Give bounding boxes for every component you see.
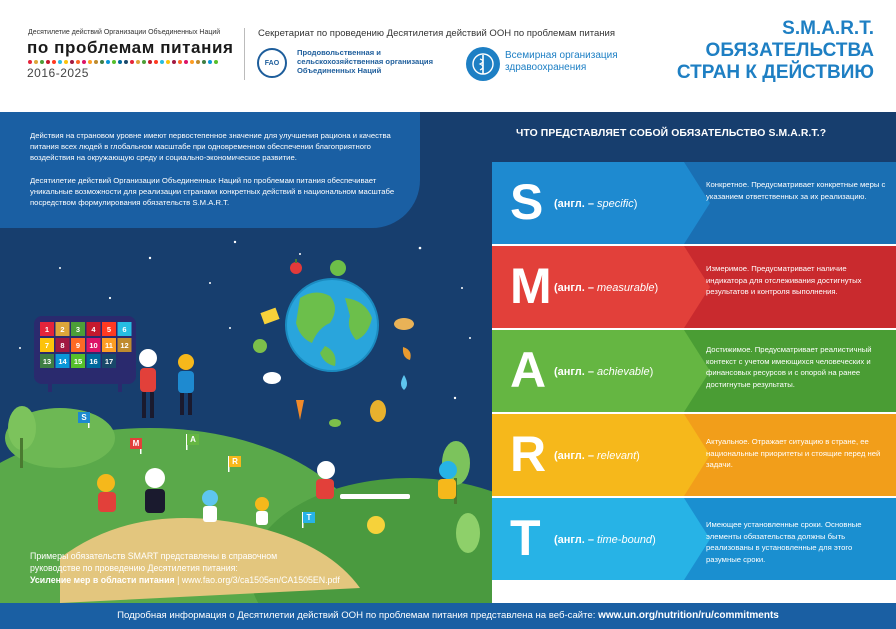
smart-heading: ЧТО ПРЕДСТАВЛЯЕТ СОБОЙ ОБЯЗАТЕЛЬСТВО S.M.A.R.T.? [516, 128, 827, 139]
examples-source [30, 574, 450, 586]
flag-r-label: R [232, 457, 238, 466]
smart-row-s [492, 162, 896, 244]
intro-paragraph-1: Действия на страновом уровне имеют первостепенное значение для улучшения рациона и качества питания всех людей в глобальном масштабе при одновременном обеспечении благоприятного воздействия на окружающую среду и социально-экономическое развитие. [30, 131, 391, 163]
examples-separator: | [177, 575, 180, 585]
sdg-dot [190, 60, 194, 64]
sdg-board-number: 8 [60, 341, 65, 350]
examples-source-title: Усиление мер в области питания [30, 575, 175, 585]
sdg-board-number: 16 [89, 357, 98, 366]
smart-letter: R [510, 426, 547, 482]
smart-english-suffix: ) [649, 366, 654, 378]
sdg-board-number: 9 [75, 341, 81, 350]
sdg-board-number: 10 [89, 341, 98, 350]
nutrition-scene-illustration [0, 228, 492, 603]
sdg-board-number: 5 [106, 325, 112, 334]
examples-link[interactable]: www.fao.org/3/ca1505en/CA1505EN.pdf [181, 575, 340, 585]
sdg-board-number: 13 [42, 357, 52, 366]
sdg-dot [52, 60, 56, 64]
sdg-dot [124, 60, 128, 64]
sdg-dot [184, 60, 188, 64]
smart-english-prefix: (англ. – [554, 282, 594, 294]
smart-english-word: relevant [597, 450, 637, 462]
examples-line-2: руководстве по проведению Десятилетия питания: [30, 563, 238, 573]
sdg-dot [46, 60, 50, 64]
smart-english-term [554, 450, 640, 462]
smart-row-t [492, 498, 896, 580]
sdg-dot [94, 60, 98, 64]
sdg-board-number: 7 [44, 341, 50, 350]
header-divider [244, 28, 245, 80]
sdg-dot [76, 60, 80, 64]
sdg-board-number: 2 [60, 325, 65, 334]
smart-english-prefix: (англ. – [554, 534, 594, 546]
sdg-board-number: 4 [91, 325, 96, 334]
sdg-dot [142, 60, 146, 64]
smart-english-suffix: ) [654, 282, 659, 294]
sdg-dot [214, 60, 218, 64]
flag-t-label: T [306, 513, 312, 522]
sdg-dot [100, 60, 104, 64]
smart-english-suffix: ) [652, 534, 656, 546]
sdg-board-number: 15 [73, 357, 83, 366]
smart-english-suffix: ) [636, 450, 640, 462]
smart-description: Имеющее установленные сроки. Основные элементы обязательства должны быть реализованы в установленные для этого разумные сроки. [706, 520, 862, 564]
who-emblem-icon [470, 51, 496, 77]
sdg-dot [148, 60, 152, 64]
sdg-dot [136, 60, 140, 64]
intro-text [30, 130, 400, 208]
illustration-panel [0, 112, 492, 603]
smart-description: Актуальное. Отражает ситуацию в стране, ее национальные приоритеты и стоящие перед ней задачи. [706, 437, 881, 470]
decade-top-text: Десятилетие действий Организации Объединенных Наций [28, 29, 221, 36]
sdg-dot [64, 60, 68, 64]
fao-logo [257, 48, 287, 78]
sdg-dot [130, 60, 134, 64]
footer [0, 603, 896, 629]
sdg-dot [112, 60, 116, 64]
sdg-dot [208, 60, 212, 64]
sdg-dot [202, 60, 206, 64]
smart-english-word: specific [597, 198, 634, 210]
sdg-board-number: 6 [122, 325, 127, 334]
examples-note [30, 550, 450, 586]
page-title [677, 18, 874, 84]
intro-paragraph-2: Десятилетие действий Организации Объединенных Наций по проблемам питания обеспечивает уникальные возможности для реализации странами конкретных действий в национальном масштабе посредством формулирования обязательств S.M.A.R.T. [30, 175, 395, 208]
smart-letter: A [510, 342, 547, 398]
examples-line-1: Примеры обязательств SMART представлены в справочном [30, 551, 278, 561]
decade-title: по проблемам питания [27, 38, 234, 57]
smart-english-word: measurable [597, 282, 655, 294]
title-line-1: S.M.A.R.T. [782, 18, 874, 39]
smart-english-term [554, 366, 653, 378]
flag-m-label: M [132, 439, 140, 448]
smart-row-m [492, 246, 896, 328]
sdg-board [34, 316, 136, 392]
header [0, 0, 896, 112]
smart-letter: T [510, 510, 541, 566]
smart-description: Измеримое. Предусматривает наличие индикатора для отслеживания достигнутых результатов и контроля выполнения. [706, 264, 862, 297]
smart-english-prefix: (англ. – [554, 450, 594, 462]
sdg-dot [160, 60, 164, 64]
sdg-board-number: 14 [58, 357, 67, 366]
sdg-board-number: 3 [75, 325, 81, 334]
smart-letter: S [510, 174, 544, 230]
sdg-board-number: 12 [120, 341, 129, 350]
smart-heading-bar [492, 112, 896, 162]
smart-row-r [492, 414, 896, 496]
sdg-dot [106, 60, 110, 64]
smart-row-arrow [684, 162, 896, 244]
title-line-3: СТРАН К ДЕЙСТВИЮ [676, 62, 874, 83]
sdg-dot [166, 60, 170, 64]
flag-s-label: S [81, 413, 87, 422]
fao-name: Продовольственная и сельскохозяйственная организация Объединенных Наций [297, 48, 434, 75]
sdg-board-number: 17 [104, 357, 114, 366]
sdg-color-dots [28, 60, 228, 65]
footer-link[interactable]: www.un.org/nutrition/ru/commitments [598, 610, 779, 621]
sdg-dot [178, 60, 182, 64]
secretariat-text: Секретариат по проведению Десятилетия действий ООН по проблемам питания [258, 28, 615, 39]
fao-logo-label: FAO [264, 59, 280, 67]
sdg-dot [118, 60, 122, 64]
sdg-dot [40, 60, 44, 64]
sdg-dot [70, 60, 74, 64]
who-name: Всемирная организация здравоохранения [505, 50, 618, 73]
sdg-dot [28, 60, 32, 64]
sdg-dot [82, 60, 86, 64]
flag-a-label: A [190, 435, 196, 444]
smart-english-term [554, 282, 658, 294]
sdg-board-number: 11 [105, 341, 113, 350]
sdg-dot [34, 60, 38, 64]
smart-row-a [492, 330, 896, 412]
sdg-dot [196, 60, 200, 64]
smart-english-term [554, 198, 637, 210]
sdg-board-number: 1 [44, 325, 50, 334]
smart-english-word: achievable [597, 366, 650, 378]
footer-text: Подробная информация о Десятилетии действий ООН по проблемам питания представлена на веб-сайте: [117, 610, 596, 621]
sdg-dot [154, 60, 158, 64]
globe-icon [286, 279, 378, 371]
who-logo [466, 47, 500, 81]
smart-english-prefix: (англ. – [554, 198, 594, 210]
smart-english-suffix: ) [633, 198, 638, 210]
intro-box [0, 112, 420, 228]
smart-english-word: time-bound [597, 534, 653, 546]
smart-description: Конкретное. Предусматривает конкретные меры с указанием ответственных за их реализацию. [706, 180, 886, 201]
smart-letter: M [510, 258, 552, 314]
decade-years: 2016-2025 [27, 66, 89, 80]
sdg-dot [58, 60, 62, 64]
sdg-dot [88, 60, 92, 64]
title-line-2: ОБЯЗАТЕЛЬСТВА [705, 40, 874, 61]
smart-english-prefix: (англ. – [554, 366, 594, 378]
sdg-dot [172, 60, 176, 64]
smart-description: Достижимое. Предусматривает реалистичный контекст с учетом имеющихся человеческих и финансовых ресурсов и с опорой на ранее достигнутые результаты. [706, 345, 872, 389]
smart-english-term [554, 534, 656, 546]
